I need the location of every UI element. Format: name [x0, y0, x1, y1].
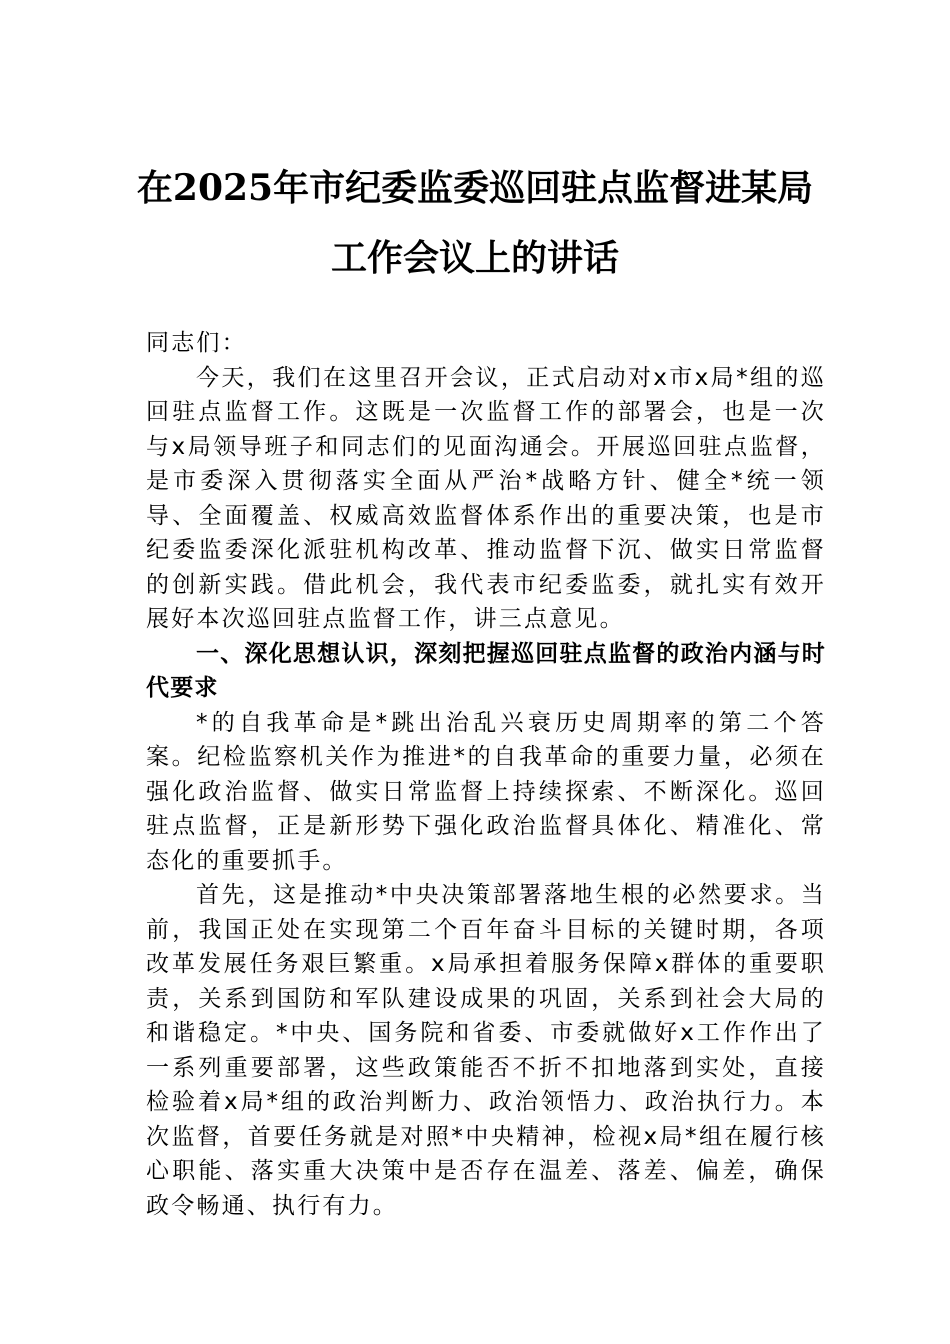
paragraph-self-revolution: *的自我革命是*跳出治乱兴衰历史周期率的第二个答案。纪检监察机关作为推进*的自我革命的重要力量，必须在强化政治监督、做实日常监督上持续探索、不断深化。巡回驻点监督，正是新形势下强化政治监督具体化、精准化、常态化的重要抓手。	[146, 709, 826, 874]
paragraph-intro: 今天，我们在这里召开会议，正式启动对x市x局*组的巡回驻点监督工作。这既是一次监督工作的部署会，也是一次与x局领导班子和同志们的见面沟通会。开展巡回驻点监督，是市委深入贯彻落实全面从严治*战略方针、健全*统一领导、全面覆盖、权威高效监督体系作出的重要决策，也是市纪委监委深化派驻机构改革、推动监督下沉、做实日常监督的创新实践。借此机会，我代表市纪委监委，就扎实有效开展好本次巡回驻点监督工作，讲三点意见。	[146, 364, 826, 632]
document-body	[146, 326, 826, 1223]
document-title-line-1: 在2025年市纪委监委巡回驻点监督进某局	[136, 167, 814, 209]
document-title-line-2: 工作会议上的讲话	[330, 237, 619, 279]
section-heading-1: 一、深化思想认识，深刻把握巡回驻点监督的政治内涵与时代要求	[146, 640, 826, 701]
paragraph-first-point: 首先，这是推动*中央决策部署落地生根的必然要求。当前，我国正处在实现第二个百年奋斗目标的关键时期，各项改革发展任务艰巨繁重。x局承担着服务保障x群体的重要职责，关系到国防和军队建设成果的巩固，关系到社会大局的和谐稳定。*中央、国务院和省委、市委就做好x工作作出了一系列重要部署，这些政策能否不折不扣地落到实处，直接检验着x局*组的政治判断力、政治领悟力、政治执行力。本次监督，首要任务就是对照*中央精神，检视x局*组在履行核心职能、落实重大决策中是否存在温差、落差、偏差，确保政令畅通、执行有力。	[146, 882, 826, 1219]
salutation: 同志们：	[146, 330, 247, 356]
